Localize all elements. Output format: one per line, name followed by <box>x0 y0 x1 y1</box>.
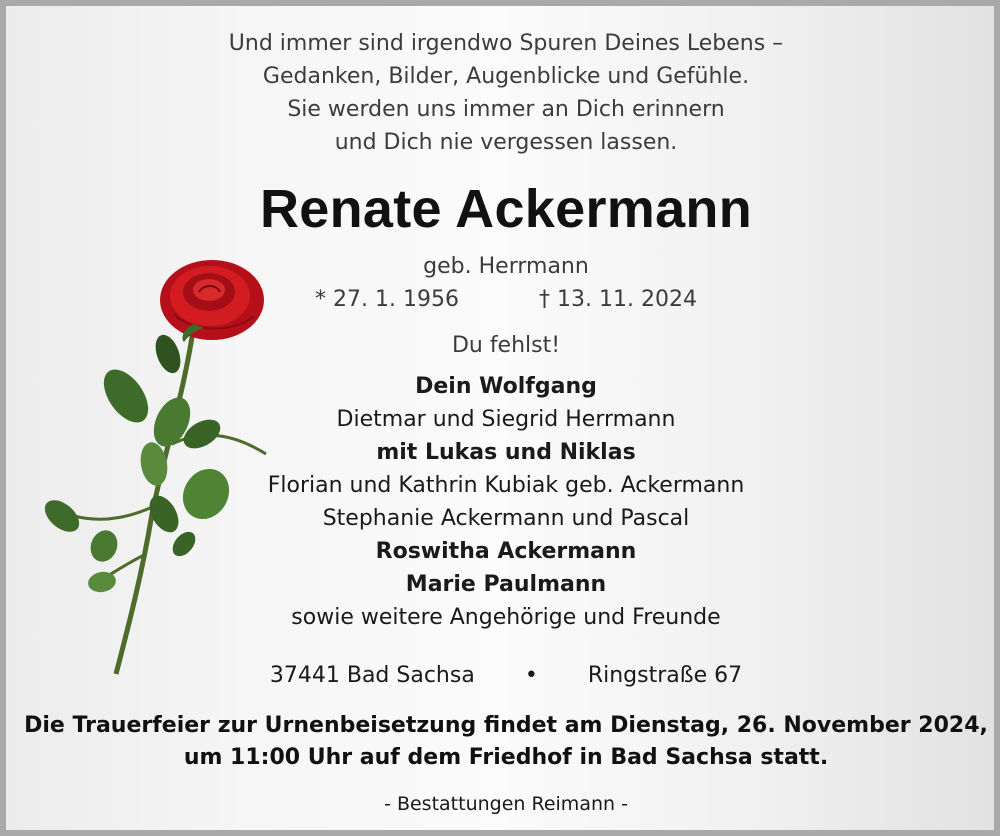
mourner-line: Florian und Kathrin Kubiak geb. Ackermann <box>267 473 745 498</box>
mourner-line: Stephanie Ackermann und Pascal <box>322 506 690 531</box>
address-city: 37441 Bad Sachsa <box>269 663 475 688</box>
death-date: † 13. 11. 2024 <box>539 287 697 312</box>
funeral-notice-line-2: um 11:00 Uhr auf dem Friedhof in Bad Sachsa statt. <box>183 745 829 770</box>
mourner-line: Roswitha Ackermann <box>375 539 637 564</box>
poem-line-1: Und immer sind irgendwo Spuren Deines Lebens – <box>228 31 784 56</box>
funeral-notice-line-1: Die Trauerfeier zur Urnenbeisetzung findet am Dienstag, 26. November 2024, <box>24 713 988 738</box>
tagline: Du fehlst! <box>451 333 561 358</box>
deceased-name: Renate Ackermann <box>260 179 752 239</box>
mourner-line: sowie weitere Angehörige und Freunde <box>291 605 721 630</box>
mourner-line: Marie Paulmann <box>405 572 607 597</box>
birth-date: * 27. 1. 1956 <box>315 287 459 312</box>
mourner-line: Dietmar und Siegrid Herrmann <box>336 407 676 432</box>
life-dates <box>6 287 1000 312</box>
address-separator: • <box>524 663 538 688</box>
birth-name: geb. Herrmann <box>423 254 589 279</box>
mourner-line: Dein Wolfgang <box>415 374 597 399</box>
address-street: Ringstraße 67 <box>587 663 743 688</box>
poem-line-3: Sie werden uns immer an Dich erinnern <box>287 97 725 122</box>
poem-line-4: und Dich nie vergessen lassen. <box>334 130 678 155</box>
mourner-line: mit Lukas und Niklas <box>376 440 636 465</box>
poem-line-2: Gedanken, Bilder, Augenblicke und Gefühle. <box>262 64 750 89</box>
undertaker: - Bestattungen Reimann - <box>384 793 628 815</box>
address <box>6 663 1000 688</box>
